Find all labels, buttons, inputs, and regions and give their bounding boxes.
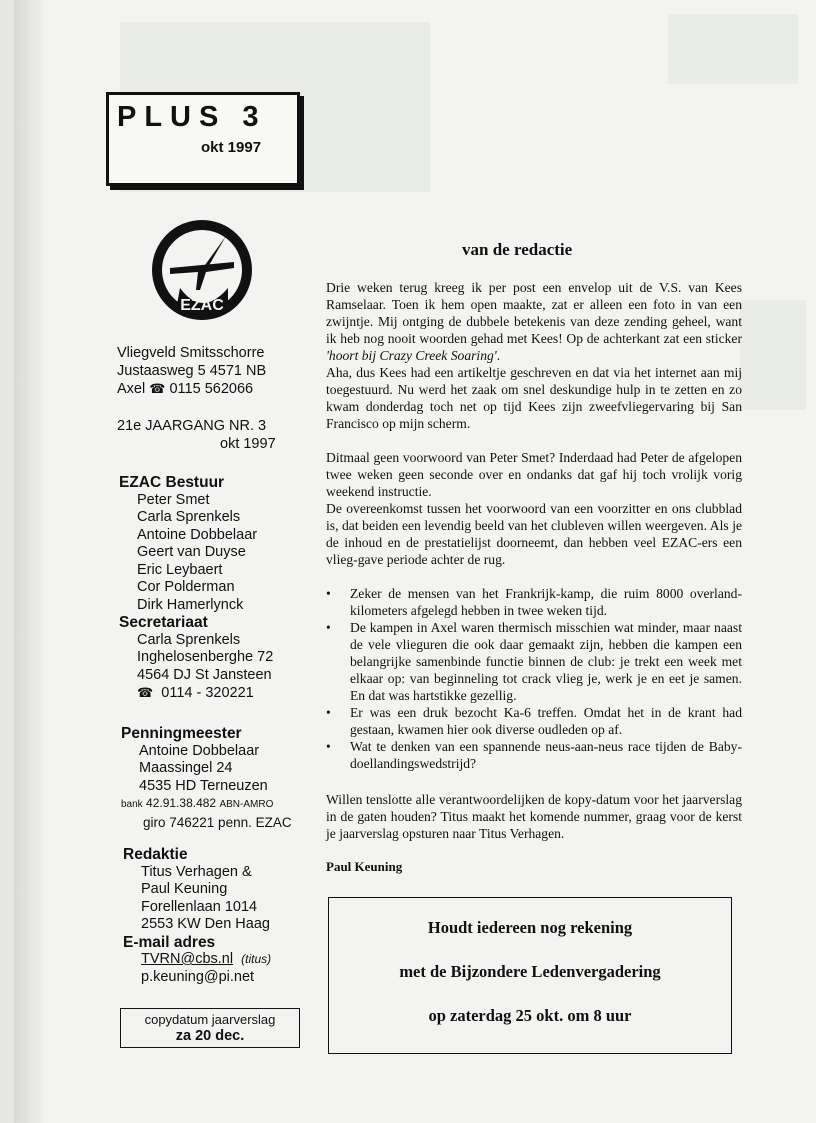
bestuur-member: Peter Smet xyxy=(137,491,210,508)
address-city: Axel xyxy=(117,381,146,397)
notice-line: op zaterdag 25 okt. om 8 uur xyxy=(428,1006,632,1025)
bestuur-member: Antoine Dobbelaar xyxy=(137,526,258,543)
bank-name: ABN-AMRO xyxy=(219,799,274,810)
issue-title-box xyxy=(106,92,300,186)
bestuur-member: Dirk Hamerlynck xyxy=(137,596,244,613)
redaktie-heading: Redaktie xyxy=(123,846,188,863)
email-link[interactable]: TVRN@cbs.nl xyxy=(141,951,234,967)
logo-text: EZAC xyxy=(180,297,224,314)
copydatum-date: za 20 dec. xyxy=(175,1028,245,1044)
bestuur-section xyxy=(119,474,273,703)
article-paragraph xyxy=(326,449,742,568)
address-line: Vliegveld Smitsschorre xyxy=(117,345,265,361)
article-paragraph xyxy=(326,279,742,432)
issue-date: okt 1997 xyxy=(201,139,262,156)
redaktie-line: 2553 KW Den Haag xyxy=(141,916,270,932)
address-line: Justaasweg 5 4571 NB xyxy=(117,362,267,379)
redaktie-line: Forellenlaan 1014 xyxy=(141,898,258,915)
bank-number: 42.91.38.482 xyxy=(146,796,217,810)
notice-line: met de Bijzondere Ledenvergadering xyxy=(399,962,661,981)
bestuur-member: Eric Leybaert xyxy=(137,561,223,578)
show-through-area xyxy=(740,300,806,410)
redaktie-line: Paul Keuning xyxy=(141,881,228,897)
issue-title: PLUS 3 xyxy=(117,101,267,133)
secretariaat-heading: Secretariaat xyxy=(119,614,208,631)
page-shadow xyxy=(14,0,44,1123)
copydatum-box xyxy=(120,1008,300,1048)
bullet-item: • Wat te denken van een spannende neus-aan-neus race tijden de Baby-doellandingswedstrijd? xyxy=(326,738,742,772)
bestuur-member: Cor Polderman xyxy=(137,579,235,595)
penningmeester-heading: Penningmeester xyxy=(121,725,242,742)
email-address: p.keuning@pi.net xyxy=(141,968,255,985)
article-paragraph: Willen tenslotte alle verantwoordelijken de kopy-datum voor het jaarverslag in de gaten houden? Titus maakt het komende nummer, graag voor de kerst je jaarverslag opsturen naar Titus Verhagen. xyxy=(326,792,742,841)
article-text: De overeenkomst tussen het voorwoord van een voorzitter en ons clubblad is, dat beiden een levendig beeld van het clubleven willen weergeven. Als je de inhoud en de prestatielijst doorneemt, dan hebben veel EZAC-ers een vlieg-gave periode achter de rug. xyxy=(326,501,742,567)
volume-date: okt 1997 xyxy=(220,435,276,452)
secretariaat-line: Inghelosenberghe 72 xyxy=(137,649,274,665)
volume-info xyxy=(117,418,276,453)
show-through-area xyxy=(668,14,798,84)
article-heading: van de redactie xyxy=(462,240,573,259)
penningmeester-line: 4535 HD Terneuzen xyxy=(139,777,268,794)
bullet-item: • Zeker de mensen van het Frankrijk-kamp, die ruim 8000 overland-kilometers afgelegd hebben in twee weken tijd. xyxy=(326,585,742,619)
phone-icon: ☎ xyxy=(137,685,154,700)
article-signature: Paul Keuning xyxy=(326,859,403,874)
article-text: . xyxy=(496,348,501,363)
redaktie-section xyxy=(123,846,271,986)
secretariaat-phone: 0114 - 320221 xyxy=(161,685,254,701)
club-phone: 0115 562066 xyxy=(169,381,254,397)
article-text: Ditmaal geen voorwoord van Peter Smet? Inderdaad had Peter de afgelopen twee weken geen seconde over en ondanks dat gaf hij toch vrolijk vorig weekend instructie. xyxy=(326,450,742,499)
bank-line xyxy=(121,795,292,814)
penningmeester-line: Antoine Dobbelaar xyxy=(139,742,260,759)
meeting-notice-box xyxy=(328,897,732,1054)
email-note: (titus) xyxy=(241,952,272,966)
secretariaat-line: 4564 DJ St Jansteen xyxy=(137,666,272,683)
club-address xyxy=(117,345,266,399)
redaktie-line: Titus Verhagen & xyxy=(141,863,252,880)
bestuur-heading: EZAC Bestuur xyxy=(119,474,225,491)
phone-icon: ☎ xyxy=(149,381,166,396)
secretariaat-line: Carla Sprenkels xyxy=(137,631,241,648)
bestuur-member: Carla Sprenkels xyxy=(137,509,241,525)
article-bullets xyxy=(326,585,742,772)
ezac-logo xyxy=(150,218,254,322)
penningmeester-line: Maassingel 24 xyxy=(139,760,233,776)
penningmeester-section xyxy=(121,725,292,831)
address-line xyxy=(117,380,266,399)
bestuur-member: Geert van Duyse xyxy=(137,544,246,560)
notice-line: Houdt iedereen nog rekening xyxy=(427,918,633,937)
secretariaat-phone-line xyxy=(119,684,273,703)
email-line xyxy=(123,951,271,969)
article-text: Drie weken terug kreeg ik per post een envelop uit de V.S. van Kees Ramselaar. Toen ik hem open maakte, zat er alleen een foto in van een zwijntje. Mij ontging de dubbele betekenis van deze zending geheel, want ik heb nog nooit woorden gehad met Kees! Op de achterkant zat een sticker xyxy=(326,280,742,346)
bullet-item: • Er was een druk bezocht Ka-6 treffen. Omdat het in de krant had gestaan, kwamen hier ook diverse oudleden op af. xyxy=(326,704,742,738)
giro-line: giro 746221 penn. EZAC xyxy=(143,814,292,830)
sticker-quote: 'hoort bij Crazy Creek Soaring' xyxy=(326,348,497,363)
copydatum-label: copydatum jaarverslag xyxy=(144,1012,276,1027)
article-text: Aha, dus Kees had een artikeltje geschreven en dat via het internet aan mij toegestuurd. Nu werd het zaak om snel deskundige hulp in te zetten en zo kwam donderdag toch net op tijd Kees zijn zweefvliegervaring bij San Francisco op mijn scherm. xyxy=(326,365,742,431)
volume-line: 21e JAARGANG NR. 3 xyxy=(117,418,267,434)
bullet-item: • De kampen in Axel waren thermisch misschien wat minder, maar naast de vele vlieguren die ook daar gemaakt zijn, hebben die kampen een belangrijke samenbinde functie binnen de club: je trekt een week met elkaar op: van beginneling tot crack vlieg je, werk je en eet je samen. En dat was hartstikke gezellig. xyxy=(326,619,742,704)
email-heading: E-mail adres xyxy=(123,933,216,951)
bank-prefix: bank xyxy=(121,799,143,810)
